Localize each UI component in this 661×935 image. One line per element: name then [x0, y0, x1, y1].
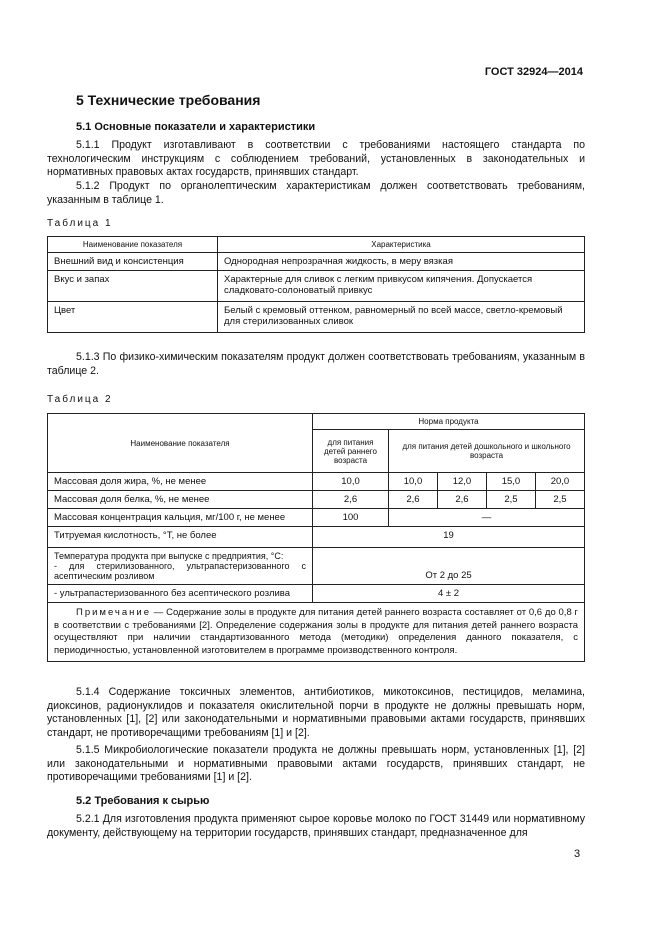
table1-header-name: Наименование показателя	[48, 237, 218, 253]
table2-cell: Массовая концентрация кальция, мг/100 г, не менее	[48, 509, 313, 527]
table2-header-school: для питания детей дошкольного и школьного возраста	[389, 430, 585, 473]
table1-cell: Белый с кремовый оттенком, равномерный по всей массе, светло-кремовый для стерилизованных сливок	[218, 302, 585, 333]
table2-cell: —	[389, 509, 585, 527]
paragraph-5-1-4: 5.1.4 Содержание токсичных элементов, антибиотиков, микотоксинов, пестицидов, меламина, диоксинов, радионуклидов и показателя окислительной порчи в продукте не должны превышать норм, установленных [1], [2] или законодательными и нормативными правовыми актами государств, принявших стандарт, не противоречащими требованиям [1] и [2].	[47, 686, 585, 739]
table-row	[48, 253, 585, 271]
table1-caption: Таблица 1	[47, 218, 113, 229]
page-number: 3	[574, 848, 581, 860]
subsection-title-5-1: 5.1 Основные показатели и характеристики	[76, 121, 316, 133]
table2-cell: 4 ± 2	[313, 585, 585, 603]
table-row	[48, 585, 585, 603]
paragraph-5-1-3: 5.1.3 По физико-химическим показателям продукт должен соответствовать требованиям, указанным в таблице 2.	[47, 351, 585, 377]
table2-cell: 15,0	[486, 473, 535, 491]
table2-header-early: для питания детей раннего возраста	[313, 430, 389, 473]
table-row	[48, 548, 585, 585]
table1-cell: Цвет	[48, 302, 218, 333]
table1-cell: Характерные для сливок с легким привкусом кипячения. Допускается сладковато-солоноватый привкус	[218, 271, 585, 302]
table2-cell: Массовая доля белка, %, не менее	[48, 491, 313, 509]
table2-cell: От 2 до 25	[313, 548, 585, 585]
table2-cell: Титруемая кислотность, °Т, не более	[48, 527, 313, 548]
document-id: ГОСТ 32924—2014	[484, 66, 583, 78]
table2-cell: 2,6	[437, 491, 486, 509]
table2-header-name: Наименование показателя	[48, 414, 313, 473]
table2-cell: 100	[313, 509, 389, 527]
table2-cell	[48, 548, 313, 585]
table1-cell: Внешний вид и консистенция	[48, 253, 218, 271]
table2-cell: 12,0	[437, 473, 486, 491]
table2-cell: 2,6	[313, 491, 389, 509]
table1-cell: Вкус и запах	[48, 271, 218, 302]
note-text: — Содержание золы в продукте для питания детей раннего возраста составляет от 0,6 до 0,8 г в соответствии с требованиями [2]. Определение содержания золы в продукте для питания детей раннего возраста осуществляют при наличии стандартизованного метода (методики) определения данного показателя, с периодичностью, установленной изготовителем в программе производственного контроля.	[54, 607, 578, 656]
table-row	[48, 527, 585, 548]
table2-cell: - ультрапастеризованного без асептического розлива	[48, 585, 313, 603]
paragraph-5-1-1: 5.1.1 Продукт изготавливают в соответствии с требованиями настоящего стандарта по технологическим инструкциям с соблюдением требований, установленных в законодательных и нормативных правовых актах государств, принявших стандарт.	[47, 139, 585, 178]
table2-cell: 10,0	[313, 473, 389, 491]
section-title: 5 Технические требования	[76, 92, 261, 108]
table1-header-characteristic: Характеристика	[218, 237, 585, 253]
table-row	[48, 271, 585, 302]
table2-cell: 2,5	[535, 491, 584, 509]
table2-cell: 10,0	[389, 473, 438, 491]
table-2	[47, 413, 585, 662]
table-row	[48, 473, 585, 491]
table-row	[48, 603, 585, 662]
temp-label: Температура продукта при выпуске с предприятия, °С:	[54, 551, 284, 561]
table2-cell: Массовая доля жира, %, не менее	[48, 473, 313, 491]
table-1	[47, 236, 585, 333]
table2-cell: 19	[313, 527, 585, 548]
temp-sublabel: - для стерилизованного, ультрапастеризованного с асептическим розливом	[54, 561, 306, 581]
table2-header-norm: Норма продукта	[313, 414, 585, 430]
subsection-title-5-2: 5.2 Требования к сырью	[76, 795, 210, 807]
table2-cell: 2,6	[389, 491, 438, 509]
table-row	[48, 491, 585, 509]
table2-cell: 20,0	[535, 473, 584, 491]
note-label: Примечание	[76, 607, 151, 618]
table-row	[48, 302, 585, 333]
table2-cell: 2,5	[486, 491, 535, 509]
table-row	[48, 509, 585, 527]
table1-cell: Однородная непрозрачная жидкость, в меру вязкая	[218, 253, 585, 271]
table2-note	[48, 603, 585, 662]
paragraph-5-2-1: 5.2.1 Для изготовления продукта применяют сырое коровье молоко по ГОСТ 31449 или нормативному документу, действующему на территории государств, принявших стандарт, предназначенное для	[47, 813, 585, 839]
paragraph-5-1-2: 5.1.2 Продукт по органолептическим характеристикам должен соответствовать требованиям, указанным в таблице 1.	[47, 180, 585, 206]
table2-caption: Таблица 2	[47, 394, 113, 405]
paragraph-5-1-5: 5.1.5 Микробиологические показатели продукта не должны превышать норм, установленных [1], [2] или законодательными и нормативными правовыми актами государств, принявших стандарт, не противоречащими требованиями [1] и [2].	[47, 744, 585, 783]
